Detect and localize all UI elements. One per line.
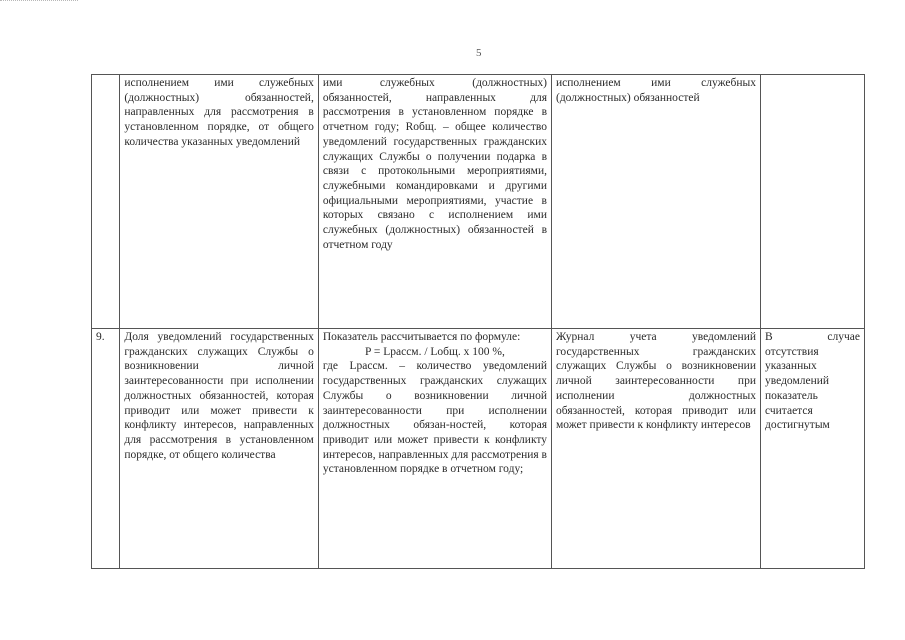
indicators-table — [91, 74, 865, 569]
calculation-method: ими служебных (должностных) обязанностей, направленных для рассмотрения в установленном порядке в отчетном году; Rобщ. – общее количество уведомлений государственных гражданских служащих Службы о получении подарка в связи с протокольными мероприятиями, служебными командировками и другими официальными мероприятиями, участие в которых связано с исполнением ими служебных (должностных) обязанностей в отчетном году — [318, 75, 551, 329]
note — [761, 75, 865, 329]
data-source: Журнал учета уведомлений государственных гражданских служащих Службы о возникновении личной заинтересованности при исполнении должностных обязанностей, которая приводит или может привести к конфликту интересов — [552, 329, 761, 569]
indicator-name: Доля уведомлений государственных гражданских служащих Службы о возникновении личной заинтересованности при исполнении должностных обязанностей, которая приводит или может привести к конфликту интересов, направленных для рассмотрения в установленном порядке, от общего количества — [120, 329, 319, 569]
calculation-definition: где Lрассм. – количество уведомлений государственных гражданских служащих Службы о возникновении личной заинтересованности при исполнении должностных обязан-ностей, которая приводит или может привести к конфликту интересов, направленных для рассмотрения в установленном порядке в отчетном году; — [322, 360, 547, 476]
calculation-formula: P = Lрассм. / Lобщ. x 100 %, — [365, 345, 505, 358]
row-number: 9. — [92, 329, 120, 569]
table-row — [92, 75, 865, 329]
page-number: 5 — [476, 47, 482, 59]
scan-artifact — [0, 0, 78, 13]
calculation-intro: Показатель рассчитывается по формуле: — [322, 331, 521, 343]
table-row — [92, 329, 865, 569]
data-source: исполнением ими служебных (должностных) обязанностей — [552, 75, 761, 329]
note: В случае отсутствия указанных уведомлений показатель считается достигнутым — [761, 329, 865, 569]
indicator-name: исполнением ими служебных (должностных) обязанностей, направленных для рассмотрения в установленном порядке, от общего количества указанных уведомлений — [120, 75, 319, 329]
calculation-method — [318, 329, 551, 569]
row-number — [92, 75, 120, 329]
